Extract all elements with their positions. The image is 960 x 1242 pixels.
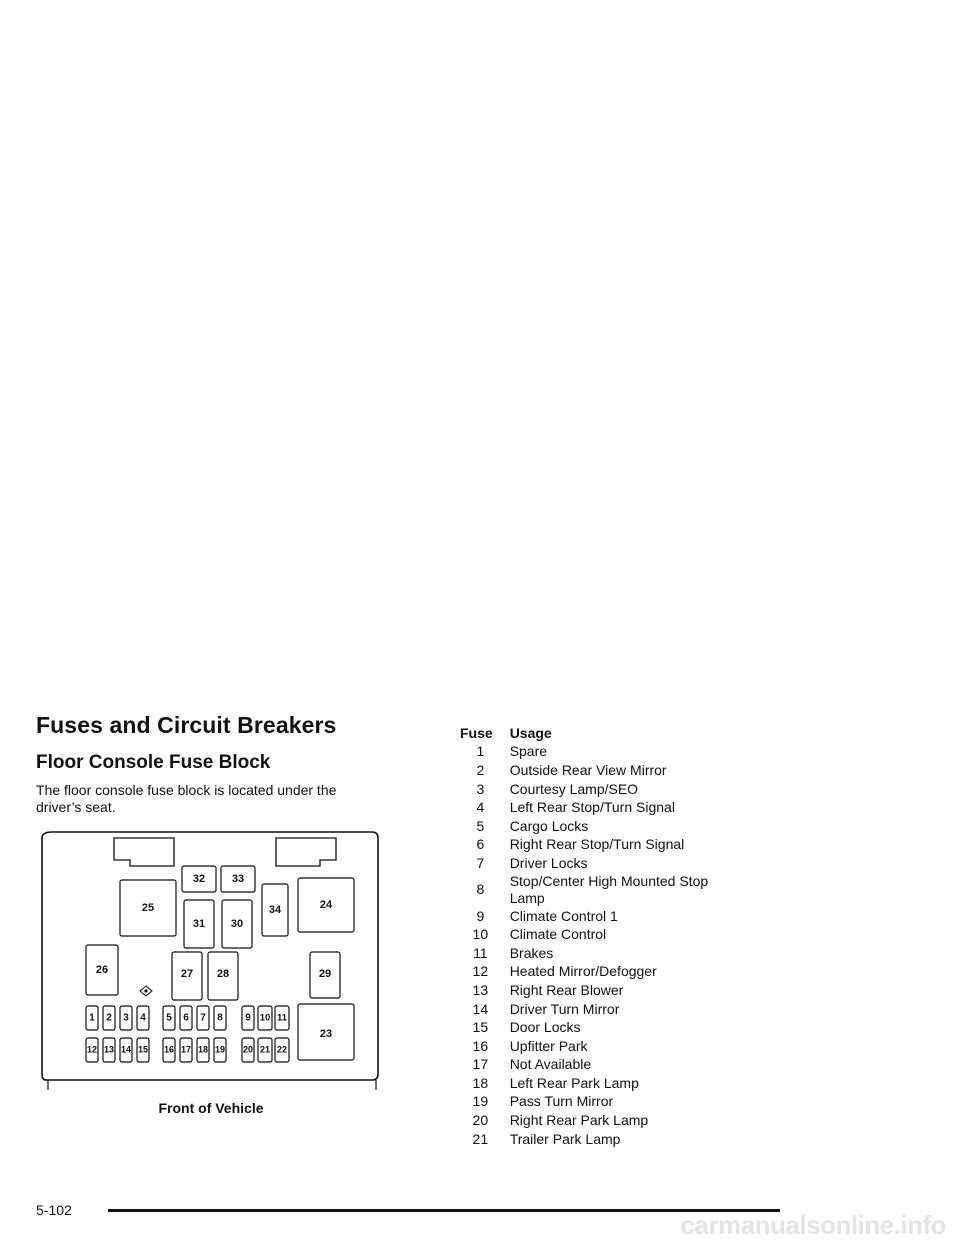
fuse-usage: Spare [509, 743, 548, 760]
fuse-label-13: 13 [103, 1044, 115, 1055]
fuse-label-5: 5 [166, 1012, 172, 1024]
fuse-label-7: 7 [200, 1012, 206, 1024]
table-row [460, 944, 740, 963]
fuse-number: 4 [476, 799, 485, 816]
mounting-hole-icon [140, 986, 152, 996]
fuse-usage: Not Available [509, 1056, 592, 1073]
fuse-label-11: 11 [276, 1012, 288, 1024]
table-row [460, 854, 740, 873]
table-row [460, 1056, 740, 1075]
fuse-usage: Right Rear Blower [509, 981, 624, 998]
fuse-label-9: 9 [245, 1012, 251, 1024]
fuse-label-22: 22 [276, 1044, 288, 1055]
fuse-usage: Climate Control 1 [509, 907, 618, 924]
diagram-caption: Front of Vehicle [158, 1100, 264, 1116]
fuse-label-26: 26 [95, 963, 109, 976]
fuse-label-33: 33 [231, 872, 245, 885]
table-row [460, 836, 740, 855]
connector-left [114, 838, 174, 866]
fuse-number: 6 [476, 836, 485, 853]
fuse-number: 19 [472, 1093, 489, 1110]
fuse-number: 20 [472, 1112, 489, 1129]
page-number: 5-102 [36, 1202, 72, 1218]
table-row [460, 925, 740, 944]
fuse-label-24: 24 [319, 898, 333, 911]
fuse-number: 1 [476, 743, 485, 760]
table-row [460, 1111, 740, 1130]
header-fuse: Fuse [460, 724, 493, 741]
fuse-label-28: 28 [216, 967, 230, 980]
fuse-label-30: 30 [230, 917, 244, 930]
fuse-usage: Brakes [509, 944, 554, 961]
fuse-label-14: 14 [120, 1044, 132, 1055]
fuse-number: 18 [472, 1074, 489, 1091]
fuse-label-27: 27 [180, 967, 194, 980]
intro-paragraph: The floor console fuse block is located under the driver’s seat. [36, 782, 337, 815]
fuse-usage: Outside Rear View Mirror [509, 761, 667, 778]
fuse-label-29: 29 [318, 967, 332, 980]
table-row [460, 761, 740, 780]
fuse-label-17: 17 [180, 1044, 192, 1055]
fuse-number: 2 [476, 761, 485, 778]
fuse-label-10: 10 [259, 1012, 271, 1024]
fuse-usage: Trailer Park Lamp [509, 1130, 621, 1147]
table-row [460, 1093, 740, 1112]
fuse-group [86, 866, 354, 1062]
fuse-usage: Driver Turn Mirror [509, 1000, 620, 1017]
table-row [460, 963, 740, 982]
fuse-number: 21 [472, 1130, 489, 1147]
fuse-label-2: 2 [106, 1012, 112, 1024]
fuse-label-15: 15 [137, 1044, 149, 1055]
fuse-number: 9 [476, 907, 485, 924]
fuse-usage: Right Rear Park Lamp [509, 1112, 649, 1129]
table-row [460, 743, 740, 762]
fuse-label-19: 19 [214, 1044, 226, 1055]
fuse-usage: Heated Mirror/Defogger [509, 963, 657, 980]
fuse-usage: Pass Turn Mirror [509, 1093, 614, 1110]
fuse-label-4: 4 [140, 1012, 146, 1024]
footer-rule [108, 1209, 780, 1212]
fuse-label-18: 18 [197, 1044, 209, 1055]
fuse-label-23: 23 [319, 1027, 333, 1040]
table-row [460, 1018, 740, 1037]
table-row [460, 1037, 740, 1056]
fuse-block-outline [42, 832, 378, 1080]
fuse-usage: Driver Locks [509, 854, 588, 871]
table-row [460, 1074, 740, 1093]
fuse-number: 8 [476, 881, 485, 898]
fuse-label-1: 1 [89, 1012, 95, 1024]
table-row [460, 981, 740, 1000]
header-usage: Usage [509, 724, 552, 741]
fuse-usage-table [460, 724, 740, 1148]
watermark: carmanualsonline.info [680, 1210, 946, 1240]
fuse-label-20: 20 [242, 1044, 254, 1055]
fuse-number: 11 [473, 944, 488, 961]
connector-right [276, 838, 336, 866]
fuse-number: 12 [472, 963, 489, 980]
fuse-usage: Courtesy Lamp/SEO [509, 780, 639, 797]
fuse-number: 10 [472, 926, 489, 943]
fuse-number: 3 [476, 780, 485, 797]
fuse-label-6: 6 [183, 1012, 189, 1024]
fuse-usage: Left Rear Stop/Turn Signal [509, 799, 675, 816]
fuse-number: 5 [476, 817, 485, 834]
table-row [460, 817, 740, 836]
fuse-usage: Cargo Locks [509, 817, 589, 834]
fuse-block-diagram [40, 828, 382, 1128]
fuse-usage: Left Rear Park Lamp [509, 1074, 639, 1091]
subsection-title: Floor Console Fuse Block [36, 752, 271, 773]
table-row [460, 1130, 740, 1149]
table-row [460, 907, 740, 926]
fuse-usage: Climate Control [509, 926, 607, 943]
table-row [460, 780, 740, 799]
fuse-number: 13 [472, 981, 489, 998]
fuse-label-32: 32 [192, 872, 206, 885]
section-title: Fuses and Circuit Breakers [36, 712, 337, 738]
table-row [460, 1000, 740, 1019]
fuse-label-25: 25 [141, 901, 155, 914]
fuse-number: 15 [472, 1019, 489, 1036]
fuse-number: 14 [472, 1000, 489, 1017]
fuse-usage: Right Rear Stop/Turn Signal [509, 836, 685, 853]
fuse-usage: Stop/Center High Mounted Stop Lamp [509, 872, 709, 906]
fuse-label-34: 34 [268, 903, 282, 916]
table-row [460, 873, 740, 907]
fuse-usage: Door Locks [509, 1019, 581, 1036]
fuse-label-12: 12 [86, 1044, 98, 1055]
table-row [460, 798, 740, 817]
fuse-label-31: 31 [192, 917, 206, 930]
fuse-label-21: 21 [259, 1044, 271, 1055]
fuse-number: 16 [472, 1037, 489, 1054]
fuse-usage: Upfitter Park [509, 1037, 588, 1054]
fuse-label-3: 3 [123, 1012, 129, 1024]
fuse-number: 7 [476, 854, 485, 871]
fuse-number: 17 [472, 1056, 489, 1073]
fuse-label-8: 8 [217, 1012, 223, 1024]
fuse-label-16: 16 [163, 1044, 175, 1055]
